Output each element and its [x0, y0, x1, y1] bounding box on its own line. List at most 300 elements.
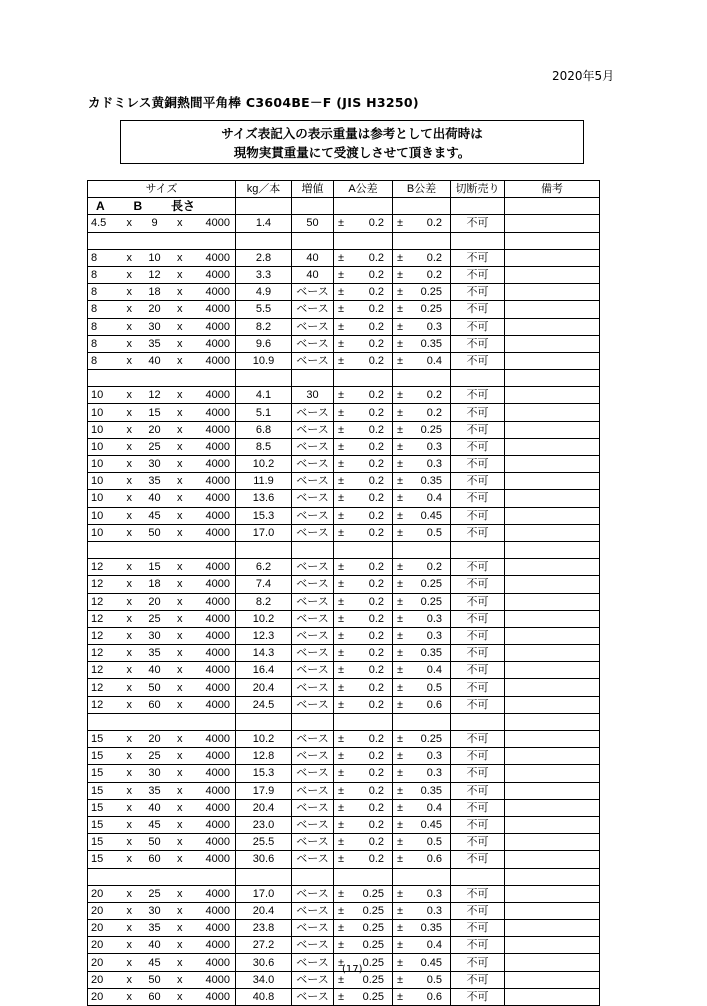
- times-mark: x: [177, 251, 183, 264]
- table-row: [88, 421, 600, 438]
- b-tolerance-value: 0.3: [426, 629, 442, 642]
- size-length: 4000: [205, 836, 230, 849]
- plus-minus-mark: ±: [338, 509, 345, 522]
- size-a: 20: [91, 904, 104, 917]
- a-tolerance-value: 0.2: [368, 286, 384, 299]
- times-mark: x: [177, 475, 183, 488]
- weight-cell: 13.6: [236, 490, 292, 507]
- plus-minus-mark: ±: [338, 733, 345, 746]
- surcharge-cell: ベース: [292, 885, 334, 902]
- size-length: 4000: [205, 767, 230, 780]
- b-tolerance-value: 0.3: [426, 320, 442, 333]
- plus-minus-mark: ±: [397, 440, 404, 453]
- cut-sale-cell: 不可: [451, 215, 505, 232]
- size-length: 4000: [205, 303, 230, 316]
- plus-minus-mark: ±: [397, 406, 404, 419]
- table-row: [88, 576, 600, 593]
- b-tolerance-value: 0.25: [420, 303, 442, 316]
- table-row: [88, 731, 600, 748]
- table-row: [88, 851, 600, 868]
- surcharge-cell: ベース: [292, 851, 334, 868]
- times-mark: x: [177, 681, 183, 694]
- size-b: 25: [148, 440, 161, 453]
- times-mark: x: [177, 904, 183, 917]
- a-tolerance-value: 0.2: [368, 458, 384, 471]
- a-tolerance-value: 0.2: [368, 629, 384, 642]
- table-row: [88, 799, 600, 816]
- plus-minus-mark: ±: [397, 819, 404, 832]
- plus-minus-mark: ±: [338, 251, 345, 264]
- times-mark: x: [126, 492, 132, 505]
- weight-cell: 20.4: [236, 799, 292, 816]
- weight-cell: 8.5: [236, 438, 292, 455]
- weight-cell: 17.9: [236, 782, 292, 799]
- size-a: 10: [91, 526, 104, 539]
- subheader-length: 長さ: [170, 199, 195, 214]
- weight-cell: 40.8: [236, 988, 292, 1005]
- size-b: 30: [148, 629, 161, 642]
- a-tolerance-value: 0.2: [368, 217, 384, 230]
- size-length: 4000: [205, 561, 230, 574]
- table-row: [88, 490, 600, 507]
- a-tolerance-value: 0.2: [368, 733, 384, 746]
- size-length: 4000: [205, 440, 230, 453]
- size-a: 15: [91, 853, 104, 866]
- size-b: 45: [148, 956, 161, 969]
- plus-minus-mark: ±: [397, 698, 404, 711]
- plus-minus-mark: ±: [397, 595, 404, 608]
- cut-sale-cell: 不可: [451, 318, 505, 335]
- b-tolerance-value: 0.5: [426, 836, 442, 849]
- weight-cell: 1.4: [236, 215, 292, 232]
- cut-sale-cell: 不可: [451, 971, 505, 988]
- surcharge-cell: ベース: [292, 834, 334, 851]
- a-tolerance-value: 0.2: [368, 698, 384, 711]
- times-mark: x: [126, 853, 132, 866]
- times-mark: x: [177, 423, 183, 436]
- a-tolerance-value: 0.25: [362, 922, 384, 935]
- size-length: 4000: [205, 647, 230, 660]
- cut-sale-cell: 不可: [451, 627, 505, 644]
- plus-minus-mark: ±: [397, 801, 404, 814]
- size-length: 4000: [205, 389, 230, 402]
- size-length: 4000: [205, 819, 230, 832]
- plus-minus-mark: ±: [397, 887, 404, 900]
- plus-minus-mark: ±: [338, 904, 345, 917]
- plus-minus-mark: ±: [397, 458, 404, 471]
- size-length: 4000: [205, 526, 230, 539]
- table-row: [88, 266, 600, 283]
- plus-minus-mark: ±: [338, 750, 345, 763]
- cut-sale-cell: 不可: [451, 266, 505, 283]
- b-tolerance-value: 0.3: [426, 440, 442, 453]
- times-mark: x: [126, 819, 132, 832]
- size-b: 15: [148, 561, 161, 574]
- plus-minus-mark: ±: [397, 681, 404, 694]
- remarks-cell: [505, 524, 600, 541]
- surcharge-cell: ベース: [292, 576, 334, 593]
- table-row: [88, 679, 600, 696]
- weight-cell: 2.8: [236, 249, 292, 266]
- weight-cell: 15.3: [236, 765, 292, 782]
- remarks-cell: [505, 438, 600, 455]
- surcharge-cell: ベース: [292, 404, 334, 421]
- spacer-row: [88, 713, 600, 730]
- size-a: 8: [91, 320, 98, 333]
- surcharge-cell: 40: [292, 249, 334, 266]
- a-tolerance-value: 0.2: [368, 664, 384, 677]
- plus-minus-mark: ±: [397, 303, 404, 316]
- spacer-row: [88, 370, 600, 387]
- plus-minus-mark: ±: [338, 440, 345, 453]
- plus-minus-mark: ±: [338, 561, 345, 574]
- size-a: 10: [91, 440, 104, 453]
- a-tolerance-value: 0.2: [368, 801, 384, 814]
- spacer-row: [88, 868, 600, 885]
- b-tolerance-value: 0.5: [426, 526, 442, 539]
- times-mark: x: [177, 956, 183, 969]
- table-row: [88, 438, 600, 455]
- plus-minus-mark: ±: [338, 578, 345, 591]
- remarks-cell: [505, 902, 600, 919]
- weight-cell: 34.0: [236, 971, 292, 988]
- size-a: 10: [91, 423, 104, 436]
- plus-minus-mark: ±: [338, 990, 345, 1003]
- remarks-cell: [505, 215, 600, 232]
- table-row: [88, 645, 600, 662]
- cut-sale-cell: 不可: [451, 352, 505, 369]
- plus-minus-mark: ±: [397, 251, 404, 264]
- times-mark: x: [177, 440, 183, 453]
- times-mark: x: [177, 836, 183, 849]
- times-mark: x: [126, 337, 132, 350]
- plus-minus-mark: ±: [397, 354, 404, 367]
- size-b: 40: [148, 492, 161, 505]
- a-tolerance-value: 0.2: [368, 526, 384, 539]
- size-b: 35: [148, 647, 161, 660]
- plus-minus-mark: ±: [397, 904, 404, 917]
- plus-minus-mark: ±: [397, 475, 404, 488]
- weight-cell: 12.8: [236, 748, 292, 765]
- size-length: 4000: [205, 939, 230, 952]
- a-tolerance-value: 0.2: [368, 681, 384, 694]
- remarks-cell: [505, 301, 600, 318]
- size-length: 4000: [205, 458, 230, 471]
- surcharge-cell: ベース: [292, 421, 334, 438]
- table-row: [88, 215, 600, 232]
- cut-sale-cell: 不可: [451, 610, 505, 627]
- surcharge-cell: ベース: [292, 301, 334, 318]
- table-row: [88, 885, 600, 902]
- remarks-cell: [505, 920, 600, 937]
- subheader-b: B: [133, 199, 143, 214]
- weight-cell: 12.3: [236, 627, 292, 644]
- table-row: [88, 765, 600, 782]
- size-b: 60: [148, 990, 161, 1003]
- weight-cell: 3.3: [236, 266, 292, 283]
- surcharge-cell: ベース: [292, 748, 334, 765]
- weight-cell: 4.1: [236, 387, 292, 404]
- size-b: 20: [148, 423, 161, 436]
- table-row: [88, 318, 600, 335]
- header-size: サイズ: [88, 181, 236, 198]
- times-mark: x: [177, 664, 183, 677]
- times-mark: x: [126, 440, 132, 453]
- a-tolerance-value: 0.25: [362, 956, 384, 969]
- times-mark: x: [177, 784, 183, 797]
- b-tolerance-value: 0.25: [420, 423, 442, 436]
- plus-minus-mark: ±: [338, 475, 345, 488]
- size-b: 15: [148, 406, 161, 419]
- size-b: 20: [148, 303, 161, 316]
- surcharge-cell: ベース: [292, 318, 334, 335]
- a-tolerance-value: 0.2: [368, 647, 384, 660]
- surcharge-cell: 40: [292, 266, 334, 283]
- size-b: 40: [148, 354, 161, 367]
- remarks-cell: [505, 249, 600, 266]
- b-tolerance-value: 0.4: [426, 492, 442, 505]
- size-length: 4000: [205, 337, 230, 350]
- b-tolerance-value: 0.5: [426, 681, 442, 694]
- plus-minus-mark: ±: [338, 389, 345, 402]
- b-tolerance-value: 0.2: [426, 251, 442, 264]
- times-mark: x: [126, 647, 132, 660]
- plus-minus-mark: ±: [338, 303, 345, 316]
- times-mark: x: [177, 492, 183, 505]
- size-b: 30: [148, 767, 161, 780]
- table-row: [88, 507, 600, 524]
- size-length: 4000: [205, 217, 230, 230]
- b-tolerance-value: 0.25: [420, 733, 442, 746]
- notice-line-2: 現物実貫重量にて受渡しさせて頂きます。: [233, 145, 471, 160]
- table-row: [88, 387, 600, 404]
- times-mark: x: [177, 612, 183, 625]
- times-mark: x: [177, 389, 183, 402]
- header-b-tolerance: B公差: [393, 181, 451, 198]
- size-b: 35: [148, 475, 161, 488]
- size-a: 12: [91, 612, 104, 625]
- size-a: 10: [91, 458, 104, 471]
- plus-minus-mark: ±: [397, 853, 404, 866]
- weight-cell: 6.8: [236, 421, 292, 438]
- table-row: [88, 988, 600, 1005]
- remarks-cell: [505, 834, 600, 851]
- a-tolerance-value: 0.2: [368, 819, 384, 832]
- a-tolerance-value: 0.25: [362, 887, 384, 900]
- times-mark: x: [177, 819, 183, 832]
- times-mark: x: [126, 612, 132, 625]
- times-mark: x: [177, 337, 183, 350]
- surcharge-cell: ベース: [292, 816, 334, 833]
- times-mark: x: [177, 801, 183, 814]
- times-mark: x: [126, 629, 132, 642]
- size-length: 4000: [205, 956, 230, 969]
- a-tolerance-value: 0.2: [368, 303, 384, 316]
- plus-minus-mark: ±: [397, 389, 404, 402]
- surcharge-cell: ベース: [292, 456, 334, 473]
- plus-minus-mark: ±: [338, 612, 345, 625]
- plus-minus-mark: ±: [397, 647, 404, 660]
- plus-minus-mark: ±: [338, 784, 345, 797]
- b-tolerance-value: 0.25: [420, 578, 442, 591]
- document-date: 2020年5月: [552, 69, 615, 83]
- plus-minus-mark: ±: [338, 664, 345, 677]
- a-tolerance-value: 0.2: [368, 784, 384, 797]
- times-mark: x: [126, 904, 132, 917]
- plus-minus-mark: ±: [397, 784, 404, 797]
- weight-cell: 11.9: [236, 473, 292, 490]
- plus-minus-mark: ±: [397, 836, 404, 849]
- cut-sale-cell: 不可: [451, 937, 505, 954]
- size-a: 20: [91, 956, 104, 969]
- size-length: 4000: [205, 973, 230, 986]
- plus-minus-mark: ±: [338, 217, 345, 230]
- b-tolerance-value: 0.25: [420, 595, 442, 608]
- size-length: 4000: [205, 612, 230, 625]
- times-mark: x: [177, 595, 183, 608]
- surcharge-cell: ベース: [292, 988, 334, 1005]
- plus-minus-mark: ±: [338, 922, 345, 935]
- b-tolerance-value: 0.3: [426, 750, 442, 763]
- remarks-cell: [505, 971, 600, 988]
- plus-minus-mark: ±: [338, 269, 345, 282]
- cut-sale-cell: 不可: [451, 335, 505, 352]
- times-mark: x: [126, 389, 132, 402]
- a-tolerance-value: 0.25: [362, 939, 384, 952]
- b-tolerance-value: 0.4: [426, 939, 442, 952]
- b-tolerance-value: 0.6: [426, 990, 442, 1003]
- remarks-cell: [505, 662, 600, 679]
- table-row: [88, 816, 600, 833]
- remarks-cell: [505, 421, 600, 438]
- plus-minus-mark: ±: [397, 733, 404, 746]
- size-length: 4000: [205, 423, 230, 436]
- size-a: 15: [91, 801, 104, 814]
- size-length: 4000: [205, 354, 230, 367]
- table-header-row: [88, 181, 600, 198]
- cut-sale-cell: 不可: [451, 387, 505, 404]
- times-mark: x: [126, 217, 132, 230]
- size-a: 15: [91, 819, 104, 832]
- a-tolerance-value: 0.2: [368, 389, 384, 402]
- plus-minus-mark: ±: [338, 286, 345, 299]
- header-surcharge: 増値: [292, 181, 334, 198]
- plus-minus-mark: ±: [397, 492, 404, 505]
- plus-minus-mark: ±: [397, 922, 404, 935]
- times-mark: x: [126, 801, 132, 814]
- times-mark: x: [126, 973, 132, 986]
- surcharge-cell: ベース: [292, 920, 334, 937]
- table-row: [88, 352, 600, 369]
- times-mark: x: [177, 733, 183, 746]
- remarks-cell: [505, 782, 600, 799]
- size-b: 50: [148, 836, 161, 849]
- times-mark: x: [126, 939, 132, 952]
- surcharge-cell: ベース: [292, 627, 334, 644]
- plus-minus-mark: ±: [397, 337, 404, 350]
- cut-sale-cell: 不可: [451, 404, 505, 421]
- size-b: 40: [148, 939, 161, 952]
- size-length: 4000: [205, 681, 230, 694]
- b-tolerance-value: 0.35: [420, 337, 442, 350]
- size-b: 25: [148, 887, 161, 900]
- table-row: [88, 937, 600, 954]
- remarks-cell: [505, 507, 600, 524]
- cut-sale-cell: 不可: [451, 576, 505, 593]
- header-weight: kg／本: [236, 181, 292, 198]
- size-a: 8: [91, 337, 98, 350]
- cut-sale-cell: 不可: [451, 593, 505, 610]
- plus-minus-mark: ±: [338, 423, 345, 436]
- b-tolerance-value: 0.45: [420, 956, 442, 969]
- size-a: 4.5: [91, 217, 107, 230]
- surcharge-cell: ベース: [292, 971, 334, 988]
- plus-minus-mark: ±: [397, 526, 404, 539]
- size-b: 60: [148, 698, 161, 711]
- times-mark: x: [126, 561, 132, 574]
- surcharge-cell: 30: [292, 387, 334, 404]
- b-tolerance-value: 0.35: [420, 475, 442, 488]
- b-tolerance-value: 0.4: [426, 664, 442, 677]
- a-tolerance-value: 0.2: [368, 509, 384, 522]
- weight-cell: 25.5: [236, 834, 292, 851]
- weight-cell: 5.5: [236, 301, 292, 318]
- size-b: 40: [148, 801, 161, 814]
- b-tolerance-value: 0.45: [420, 509, 442, 522]
- remarks-cell: [505, 988, 600, 1005]
- weight-cell: 20.4: [236, 902, 292, 919]
- b-tolerance-value: 0.3: [426, 904, 442, 917]
- remarks-cell: [505, 799, 600, 816]
- weight-cell: 17.0: [236, 524, 292, 541]
- remarks-cell: [505, 627, 600, 644]
- remarks-cell: [505, 335, 600, 352]
- times-mark: x: [177, 269, 183, 282]
- b-tolerance-value: 0.3: [426, 887, 442, 900]
- table-row: [88, 473, 600, 490]
- times-mark: x: [126, 733, 132, 746]
- size-a: 8: [91, 286, 98, 299]
- size-a: 8: [91, 354, 98, 367]
- a-tolerance-value: 0.2: [368, 853, 384, 866]
- cut-sale-cell: 不可: [451, 731, 505, 748]
- weight-cell: 27.2: [236, 937, 292, 954]
- surcharge-cell: ベース: [292, 954, 334, 971]
- remarks-cell: [505, 404, 600, 421]
- times-mark: x: [126, 681, 132, 694]
- cut-sale-cell: 不可: [451, 490, 505, 507]
- weight-cell: 8.2: [236, 318, 292, 335]
- a-tolerance-value: 0.25: [362, 904, 384, 917]
- size-a: 12: [91, 578, 104, 591]
- b-tolerance-value: 0.3: [426, 458, 442, 471]
- size-a: 12: [91, 629, 104, 642]
- weight-cell: 4.9: [236, 284, 292, 301]
- plus-minus-mark: ±: [397, 217, 404, 230]
- weight-cell: 15.3: [236, 507, 292, 524]
- a-tolerance-value: 0.2: [368, 595, 384, 608]
- times-mark: x: [126, 698, 132, 711]
- table-row: [88, 782, 600, 799]
- size-length: 4000: [205, 664, 230, 677]
- weight-cell: 10.9: [236, 352, 292, 369]
- size-a: 10: [91, 406, 104, 419]
- b-tolerance-value: 0.4: [426, 354, 442, 367]
- size-length: 4000: [205, 733, 230, 746]
- weight-cell: 10.2: [236, 610, 292, 627]
- cut-sale-cell: 不可: [451, 902, 505, 919]
- page-number: (17): [342, 964, 363, 975]
